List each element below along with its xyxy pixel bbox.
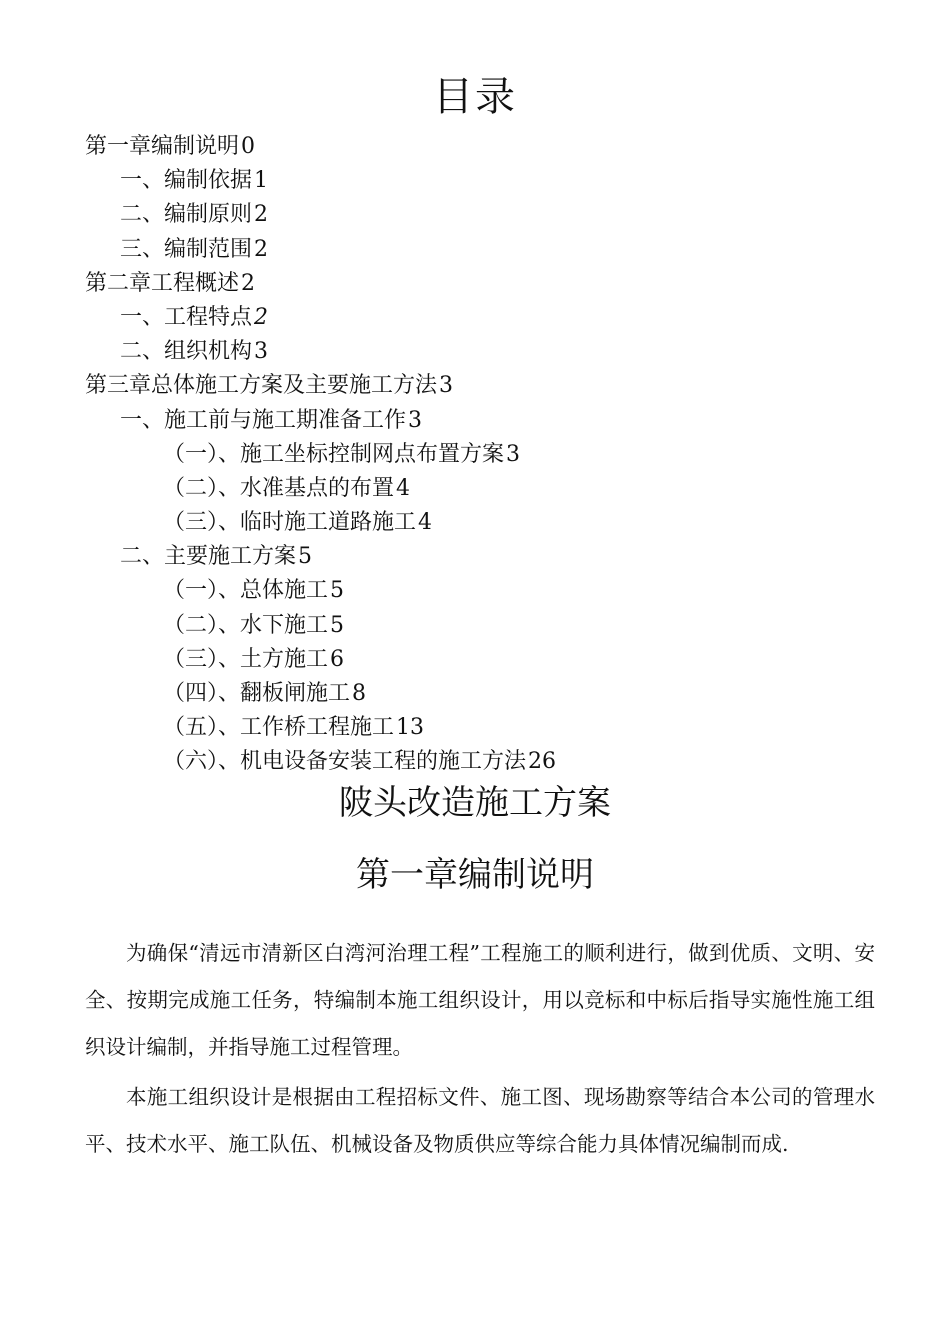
toc-entry-page: 13 — [396, 715, 425, 741]
toc-entry-page: 3 — [408, 407, 423, 433]
toc-entry-text: （一）、施工坐标控制网点布置方案 — [163, 441, 505, 467]
toc-entry[interactable] — [0, 335, 950, 369]
toc-entry-text: （五）、工作桥工程施工 — [163, 715, 395, 741]
document-body — [85, 930, 875, 1171]
toc-entry-text: 二、组织机构 — [120, 339, 253, 365]
toc-entry-page: 2 — [254, 304, 269, 330]
toc-entry[interactable] — [0, 540, 950, 574]
toc-entry[interactable] — [0, 643, 950, 677]
toc-entry[interactable] — [0, 472, 950, 506]
toc-entry-page: 5 — [330, 578, 345, 604]
toc-entry-page: 5 — [298, 544, 313, 570]
toc-entry-page: 4 — [396, 475, 411, 501]
toc-entry-page: 0 — [241, 134, 256, 159]
toc-entry-text: 三、编制范围 — [120, 236, 253, 262]
toc-entry[interactable] — [0, 130, 950, 164]
toc-entry[interactable] — [0, 438, 950, 472]
toc-entry-page: 3 — [254, 339, 269, 365]
toc-entry[interactable] — [0, 506, 950, 540]
toc-title: 目录 — [433, 74, 517, 120]
toc-entry[interactable] — [0, 164, 950, 198]
toc-entry[interactable] — [0, 677, 950, 711]
toc-entry-page: 1 — [254, 168, 269, 194]
toc-entry-page: 2 — [254, 236, 269, 262]
toc-entry[interactable] — [0, 404, 950, 438]
toc-entry-page: 26 — [528, 749, 557, 775]
toc-entry-text: 一、工程特点 — [120, 304, 253, 330]
toc-entry[interactable] — [0, 267, 950, 301]
toc-entry[interactable] — [0, 369, 950, 403]
toc-entry-page: 4 — [418, 510, 433, 536]
toc-entry-page: 3 — [439, 373, 454, 399]
toc-entry[interactable] — [0, 609, 950, 643]
toc-entry-text: 一、编制依据 — [120, 168, 253, 194]
toc-entry-text: 二、编制原则 — [120, 202, 253, 228]
toc-entry-text: （二）、水准基点的布置 — [163, 475, 395, 501]
toc-entry-text: （六）、机电设备安装工程的施工方法 — [163, 749, 527, 775]
toc-entry-page: 2 — [241, 270, 256, 296]
toc-entry-page: 3 — [506, 441, 521, 467]
toc-entry-text: （一）、总体施工 — [163, 578, 329, 604]
toc-entry-page: 2 — [254, 202, 269, 228]
body-paragraph: 本施工组织设计是根据由工程招标文件、施工图、现场勘察等结合本公司的管理水平、技术水平、施工队伍、机械设备及物质供应等综合能力具体情况编制而成. — [85, 1085, 875, 1156]
toc-entry-text: 二、主要施工方案 — [120, 544, 297, 570]
body-paragraph: 为确保“清远市清新区白湾河治理工程”工程施工的顺利进行，做到优质、文明、安全、按期完成施工任务，特编制本施工组织设计，用以竞标和中标后指导实施性施工组织设计编制，并指导施工过程管理。 — [85, 941, 875, 1059]
toc-entry-text: 第二章工程概述 — [85, 270, 240, 296]
toc-entry[interactable] — [0, 233, 950, 267]
chapter-title: 第一章编制说明 — [356, 855, 594, 895]
table-of-contents — [0, 130, 950, 780]
toc-entry-text: （三）、临时施工道路施工 — [163, 510, 417, 536]
toc-entry-text: （四）、翻板闸施工 — [163, 681, 351, 706]
toc-entry-page: 8 — [352, 681, 367, 706]
toc-entry-page: 6 — [330, 646, 345, 672]
toc-entry-text: 第一章编制说明 — [85, 134, 240, 159]
toc-entry[interactable] — [0, 198, 950, 232]
toc-entry[interactable] — [0, 574, 950, 608]
toc-entry-text: 一、施工前与施工期准备工作 — [120, 407, 407, 433]
toc-entry-text: 第三章总体施工方案及主要施工方法 — [85, 373, 438, 399]
toc-entry-text: （二）、水下施工 — [163, 612, 329, 638]
toc-entry[interactable] — [0, 745, 950, 779]
toc-entry[interactable] — [0, 711, 950, 745]
document-title: 陂头改造施工方案 — [339, 783, 611, 823]
toc-entry[interactable] — [0, 301, 950, 335]
toc-entry-page: 5 — [330, 612, 345, 638]
toc-entry-text: （三）、土方施工 — [163, 646, 329, 672]
